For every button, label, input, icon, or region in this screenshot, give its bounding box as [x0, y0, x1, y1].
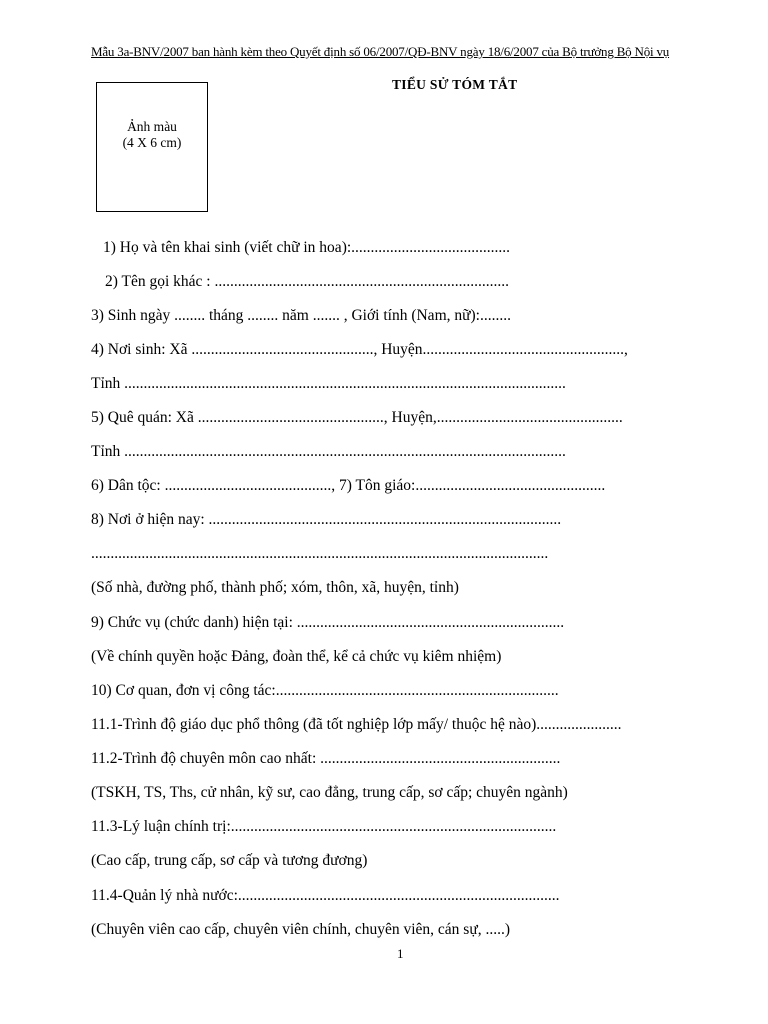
field-state-management: 11.4-Quản lý nhà nước:................................................................................... — [91, 887, 560, 904]
note-qualification-options: (TSKH, TS, Ths, cử nhân, kỹ sư, cao đẳng, trung cấp, sơ cấp; chuyên ngành) — [91, 784, 568, 801]
photo-label: Ảnh màu — [127, 119, 177, 134]
field-current-position: 9) Chức vụ (chức danh) hiện tại: ..................................................................... — [91, 614, 565, 631]
field-workplace: 10) Cơ quan, đơn vị công tác:......................................................................... — [91, 682, 559, 699]
photo-size-label: (4 X 6 cm) — [122, 135, 182, 150]
field-full-name: 1) Họ và tên khai sinh (viết chữ in hoa):......................................... — [103, 239, 511, 256]
field-general-education: 11.1-Trình độ giáo dục phổ thông (đã tốt nghiệp lớp mấy/ thuộc hệ nào)...................... — [91, 716, 622, 733]
note-position-scope: (Về chính quyền hoặc Đảng, đoàn thể, kể cả chức vụ kiêm nhiệm) — [91, 648, 502, 665]
field-current-residence: 8) Nơi ở hiện nay: ........................................................................................... — [91, 511, 562, 528]
field-highest-qualification: 11.2-Trình độ chuyên môn cao nhất: .............................................................. — [91, 750, 561, 767]
field-political-theory: 11.3-Lý luận chính trị:.................................................................................... — [91, 818, 557, 835]
field-hometown: 5) Quê quán: Xã ................................................, Huyện,................................................ — [91, 409, 623, 426]
field-birth-date-gender: 3) Sinh ngày ........ tháng ........ năm ....... , Giới tính (Nam, nữ):........ — [91, 307, 511, 324]
field-hometown-province: Tỉnh .................................................................................................................. — [91, 443, 566, 460]
document-title: TIỂU SỬ TÓM TẮT — [392, 77, 518, 92]
note-address-format: (Số nhà, đường phố, thành phố; xóm, thôn, xã, huyện, tỉnh) — [91, 579, 459, 596]
field-current-residence-continued: ...................................................................................................................... — [91, 545, 549, 562]
form-header: Mẫu 3a-BNV/2007 ban hành kèm theo Quyết định số 06/2007/QĐ-BNV ngày 18/6/2007 của Bộ trưởng Bộ Nội vụ — [91, 44, 670, 59]
note-state-management-options: (Chuyên viên cao cấp, chuyên viên chính, chuyên viên, cán sự, .....) — [91, 921, 511, 938]
page-number: 1 — [397, 946, 404, 961]
field-birthplace-province: Tỉnh .................................................................................................................. — [91, 375, 566, 392]
field-birthplace: 4) Nơi sinh: Xã ..............................................., Huyện...................................................., — [91, 341, 628, 358]
photo-placeholder-box — [96, 82, 208, 212]
field-other-name: 2) Tên gọi khác : ............................................................................ — [105, 273, 509, 290]
field-ethnicity-religion: 6) Dân tộc: ..........................................., 7) Tôn giáo:................................................. — [91, 477, 606, 494]
note-political-theory-options: (Cao cấp, trung cấp, sơ cấp và tương đương) — [91, 852, 368, 869]
